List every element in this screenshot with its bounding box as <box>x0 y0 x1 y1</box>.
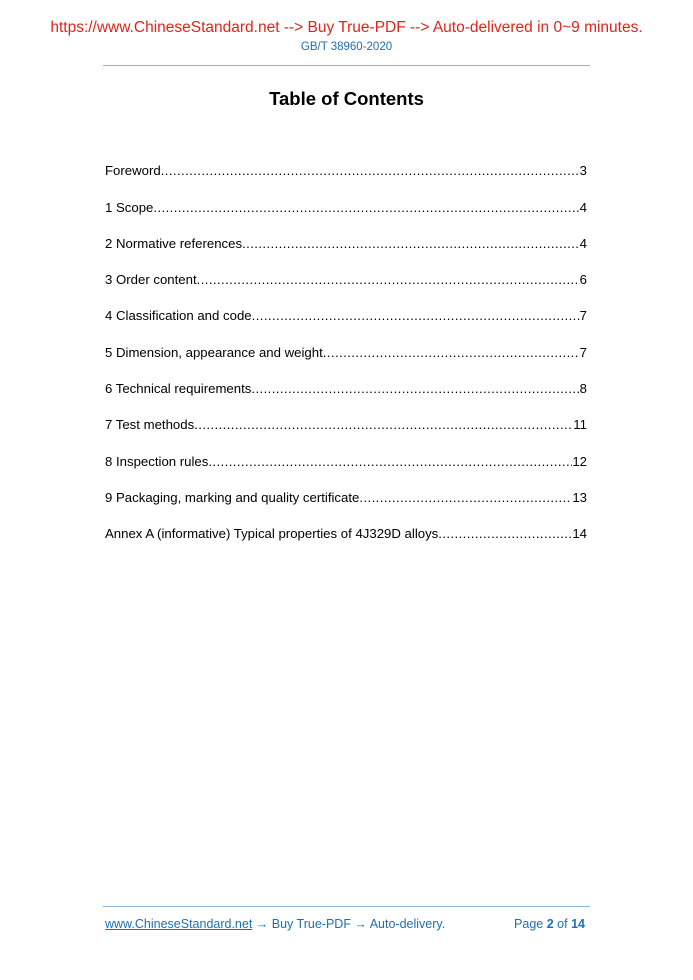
toc-dot-leader <box>194 416 573 434</box>
toc-entry-label: 7 Test methods <box>105 417 195 433</box>
toc-dot-leader <box>251 380 579 398</box>
toc-entry-label: Foreword <box>105 163 161 179</box>
current-page-number: 2 <box>546 917 554 931</box>
table-of-contents <box>105 144 587 543</box>
toc-entry-technical-requirements[interactable] <box>105 362 587 398</box>
toc-entry-label: Annex A (informative) Typical properties of 4J329D alloys <box>105 526 439 542</box>
toc-entry-order-content[interactable] <box>105 253 587 289</box>
toc-dot-leader <box>208 453 572 471</box>
toc-dot-leader <box>197 271 580 289</box>
toc-entry-label: 4 Classification and code <box>105 308 252 324</box>
toc-entry-page: 6 <box>579 272 587 288</box>
footer-site-link[interactable]: www.ChineseStandard.net <box>105 917 253 931</box>
page-indicator <box>514 917 585 931</box>
toc-entry-classification-and-code[interactable] <box>105 289 587 325</box>
footer-delivery-text: Auto-delivery. <box>369 917 446 931</box>
toc-entry-scope[interactable] <box>105 180 587 216</box>
toc-entry-page: 3 <box>579 163 587 179</box>
arrow-right-icon: → <box>350 917 370 931</box>
toc-entry-page: 12 <box>572 453 587 469</box>
toc-entry-page: 7 <box>579 344 587 360</box>
toc-dot-leader <box>153 199 579 217</box>
toc-entry-page: 11 <box>573 417 587 433</box>
toc-entry-normative-references[interactable] <box>105 217 587 253</box>
toc-entry-inspection-rules[interactable] <box>105 434 587 470</box>
document-code: GB/T 38960-2020 <box>300 41 393 53</box>
toc-entry-label: 5 Dimension, appearance and weight <box>105 344 323 360</box>
toc-entry-page: 4 <box>579 235 587 251</box>
toc-entry-label: 1 Scope <box>105 199 154 215</box>
toc-entry-dimension-appearance-weight[interactable] <box>105 325 587 361</box>
promo-banner-link[interactable]: https://www.ChineseStandard.net --> Buy True-PDF --> Auto-delivered in 0~9 minutes. <box>50 19 643 36</box>
toc-entry-foreword[interactable] <box>105 144 587 180</box>
toc-entry-label: 2 Normative references <box>105 235 243 251</box>
footer-promo <box>105 917 445 931</box>
toc-dot-leader <box>242 235 580 253</box>
toc-entry-annex-a[interactable] <box>105 507 587 543</box>
toc-dot-leader <box>323 344 580 362</box>
toc-dot-leader <box>359 489 572 507</box>
toc-dot-leader <box>252 307 580 325</box>
footer-divider <box>103 906 590 907</box>
page-title: Table of Contents <box>269 88 424 109</box>
total-page-count: 14 <box>571 917 585 931</box>
toc-entry-test-methods[interactable] <box>105 398 587 434</box>
page-of-word: of <box>557 917 568 931</box>
toc-dot-leader <box>161 162 580 180</box>
toc-entry-label: 8 Inspection rules <box>105 453 209 469</box>
toc-entry-page: 4 <box>579 199 587 215</box>
toc-entry-page: 14 <box>572 526 587 542</box>
toc-entry-label: 6 Technical requirements <box>105 381 252 397</box>
toc-entry-page: 8 <box>579 381 587 397</box>
toc-dot-leader <box>438 525 572 543</box>
toc-entry-label: 3 Order content <box>105 272 197 288</box>
footer-buy-text: Buy True-PDF <box>271 917 351 931</box>
header-divider <box>103 65 590 66</box>
page-word: Page <box>514 917 544 931</box>
toc-entry-page: 7 <box>579 308 587 324</box>
toc-entry-packaging-marking-quality[interactable] <box>105 471 587 507</box>
arrow-right-icon: → <box>252 917 272 931</box>
toc-entry-page: 13 <box>572 489 587 505</box>
toc-entry-label: 9 Packaging, marking and quality certificate <box>105 489 360 505</box>
